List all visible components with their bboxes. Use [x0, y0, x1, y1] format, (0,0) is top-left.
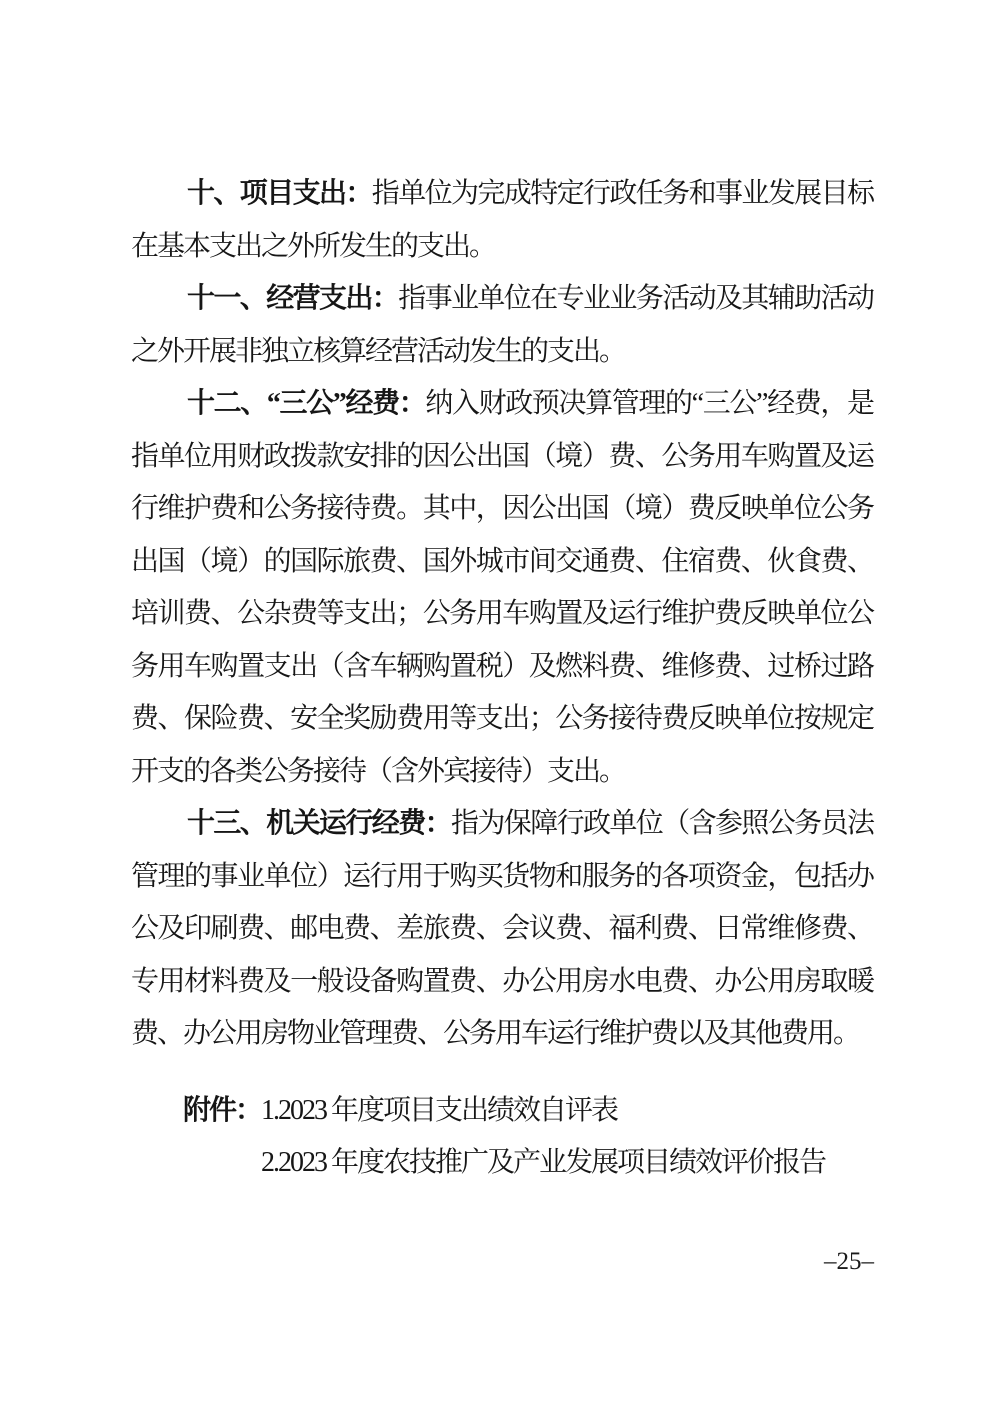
- attachment-line-1: [183, 1085, 873, 1138]
- attachment-line-2: [261, 1137, 873, 1190]
- attachments-block: [131, 1085, 873, 1190]
- para-project-expenditure-lead: 十、项目支出：: [187, 178, 372, 209]
- para-three-public-funds-body: 纳入财政预决算管理的“三公”经费，是指单位用财政拨款安排的因公出国（境）费、公务用车购置及运行维护费和公务接待费。其中，因公出国（境）费反映单位公务出国（境）的国际旅费、国外城市间交通费、住宿费、伙食费、培训费、公杂费等支出；公务用车购置及运行维护费反映单位公务用车购置支出（含车辆购置税）及燃料费、维修费、过桥过路费、保险费、安全奖励费用等支出；公务接待费反映单位按规定开支的各类公务接待（含外宾接待）支出。: [131, 388, 873, 787]
- para-operating-expenditure: [131, 273, 873, 378]
- para-three-public-funds-lead: 十二、“三公”经费：: [187, 388, 426, 419]
- para-agency-operating-funds-lead: 十三、机关运行经费：: [187, 808, 451, 839]
- para-project-expenditure-body: 指单位为完成特定行政任务和事业发展目标在基本支出之外所发生的支出。: [131, 178, 873, 262]
- page-number: –25–: [824, 1248, 874, 1275]
- attachments-label: 附件：: [183, 1094, 262, 1126]
- document-body: [131, 168, 873, 1190]
- para-agency-operating-funds: [131, 798, 873, 1061]
- para-three-public-funds: [131, 378, 873, 798]
- para-operating-expenditure-body: 指事业单位在专业业务活动及其辅助活动之外开展非独立核算经营活动发生的支出。: [131, 283, 873, 367]
- para-project-expenditure: [131, 168, 873, 273]
- attachment-item-2: 2.2023 年度农技推广及产业发展项目绩效评价报告: [261, 1147, 826, 1178]
- para-agency-operating-funds-body: 指为保障行政单位（含参照公务员法管理的事业单位）运行用于购买货物和服务的各项资金，包括办公及印刷费、邮电费、差旅费、会议费、福利费、日常维修费、专用材料费及一般设备购置费、办公用房水电费、办公用房取暖费、办公用房物业管理费、公务用车运行维护费以及其他费用。: [131, 808, 873, 1049]
- attachment-item-1: 1.2023 年度项目支出绩效自评表: [261, 1094, 618, 1126]
- para-operating-expenditure-lead: 十一、经营支出：: [187, 283, 399, 314]
